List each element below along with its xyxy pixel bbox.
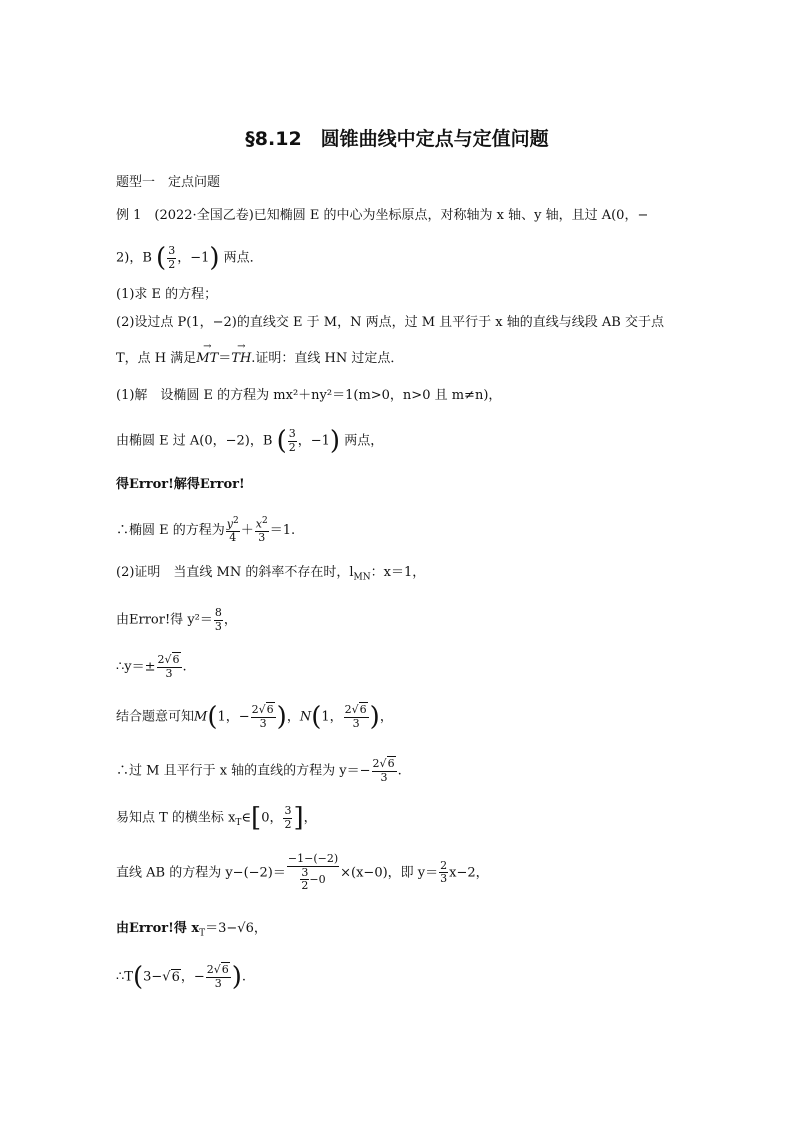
solution-line-10: 易知点 T 的横坐标 $x_T\in[0$， $\frac{3}{2}$ ]， [116, 803, 317, 834]
solution-line-9: ∴过 M 且平行于 x 轴的直线的方程为 y＝− $\frac{2√6}{3}$ . [116, 757, 402, 784]
section-heading: 题型一 定点问题 [116, 175, 221, 190]
solution-line-11: 直线 AB 的方程为 y−(−2)＝ −1−(−2) $\frac{3}{2}$ −0 ×(x−0)，即 y＝ $\frac{2}{3}$ x−2， [116, 852, 489, 893]
solution-line-6: 由Error!得 y²＝ $\frac{8}{3}$ ， [116, 606, 237, 633]
page-title: §8.12 圆锥曲线中定点与定值问题 [245, 128, 549, 150]
example-line-1: 例 1 (2022·全国乙卷)已知椭圆 E 的中心为坐标原点，对称轴为 x 轴、y 轴，且过 A(0，− [116, 208, 649, 223]
solution-part-2: (2)证明 当直线 MN 的斜率不存在时，$l_{MN}$：x＝1， [116, 565, 426, 583]
solution-line-2: 由椭圆 E 过 A(0，−2)，B ( $\frac{3}{2}$ ，−1) 两点， [116, 426, 384, 457]
solution-line-3: 得Error!解得Error! [116, 477, 245, 492]
question-2-line-2: T，点 H 满足→ MT＝→ TH.证明：直线 HN 过定点． [116, 352, 403, 365]
solution-line-7: ∴y＝± $\frac{2√6}{3}$ . [116, 653, 187, 680]
solution-line-13: ∴T(3−√6，− $\frac{2√6}{3}$ ). [116, 962, 247, 993]
solution-line-8: 结合题意可知M(1，− $\frac{2√6}{3}$ )，N(1， $\frac{2√6}{3}$ )， [116, 702, 393, 733]
solution-line-12: 由Error!得 $x_T=3-√6$， [116, 921, 267, 939]
question-2-line-1: (2)设过点 P(1，−2)的直线交 E 于 M，N 两点，过 M 且平行于 x 轴的直线与线段 AB 交于点 [116, 315, 664, 330]
question-1: (1)求 E 的方程； [116, 287, 218, 302]
example-line-2: 2)，B ( $\frac{3}{2}$ ，−1) 两点． [116, 243, 263, 274]
solution-part-1: (1)解 设椭圆 E 的方程为 mx²＋ny²＝1(m>0，n>0 且 m≠n)， [116, 388, 502, 403]
solution-line-4: ∴椭圆 E 的方程为 $\frac{y^2}{4}$ ＋ $\frac{x^2}{3}$ ＝1. [116, 516, 296, 545]
